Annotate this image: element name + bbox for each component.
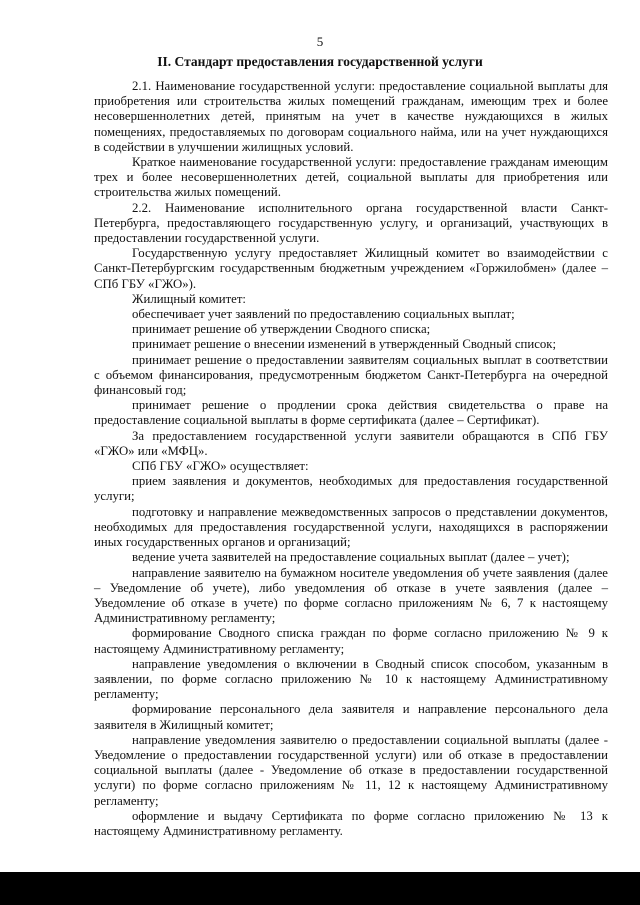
paragraph: принимает решение о продлении срока действия свидетельства о праве на предоставление социальной выплаты в форме сертификата (далее – Сертификат). <box>94 398 608 428</box>
scan-bottom-border <box>0 872 640 905</box>
paragraph: принимает решение об утверждении Сводного списка; <box>132 322 431 337</box>
document-body <box>94 79 608 839</box>
paragraph: 2.1. Наименование государственной услуги: предоставление социальной выплаты для приобретения или строительства жилых помещений гражданам, имеющим трех и более несовершеннолетних детей, принятым на учет в качестве нуждающихся в жилых помещениях, предоставляемых по договорам социального найма, или на учет нуждающихся в содействии в улучшении жилищных условий. <box>94 79 608 154</box>
paragraph: направление уведомления о включении в Сводный список способом, указанным в заявлении, по форме согласно приложению № 10 к настоящему Административному регламенту; <box>94 656 608 702</box>
section-title: II. Стандарт предоставления государственной услуги <box>157 54 483 69</box>
paragraph: Жилищный комитет: <box>132 291 246 306</box>
paragraph: формирование Сводного списка граждан по форме согласно приложению № 9 к настоящему Административному регламенту; <box>94 626 608 656</box>
paragraph: формирование персонального дела заявителя и направление персонального дела заявителя в Жилищный комитет; <box>94 702 608 732</box>
paragraph: оформление и выдачу Сертификата по форме согласно приложению № 13 к настоящему Административному регламенту. <box>94 808 608 838</box>
paragraph: СПб ГБУ «ГЖО» осуществляет: <box>132 459 309 474</box>
paragraph: Краткое наименование государственной услуги: предоставление гражданам имеющим трех и более несовершеннолетних детей, социальной выплаты для приобретения или строительства жилых помещений. <box>94 155 608 200</box>
paragraph: За предоставлением государственной услуги заявители обращаются в СПб ГБУ «ГЖО» или «МФЦ». <box>94 428 608 458</box>
paragraph: подготовку и направление межведомственных запросов о представлении документов, необходимых для предоставления государственной услуги, находящихся в распоряжении иных государственных органов и организаций; <box>94 504 608 550</box>
paragraph: прием заявления и документов, необходимых для предоставления государственной услуги; <box>94 474 608 504</box>
paragraph: принимает решение о предоставлении заявителям социальных выплат в соответствии с объемом финансирования, предусмотренным бюджетом Санкт-Петербурга на очередной финансовый год; <box>94 352 608 398</box>
paragraph: обеспечивает учет заявлений по предоставлению социальных выплат; <box>132 307 515 322</box>
paragraph: направление уведомления заявителю о предоставлении социальной выплаты (далее - Уведомление о предоставлении государственной услуги) или об отказе в предоставлении социальной выплаты (далее - Уведомление об отказе в предоставлении государственной услуги) по форме согласно приложениям № 11, 12 к настоящему Административному регламенту; <box>94 732 608 808</box>
paragraph: Государственную услугу предоставляет Жилищный комитет во взаимодействии с Санкт-Петербургским государственным бюджетным учреждением «Горжилобмен» (далее – СПб ГБУ «ГЖО»). <box>94 246 608 291</box>
page-number: 5 <box>316 34 324 49</box>
paragraph: ведение учета заявителей на предоставление социальных выплат (далее – учет); <box>132 550 570 565</box>
paragraph: направление заявителю на бумажном носителе уведомления об учете заявления (далее – Уведомление об учете), либо уведомления об отказе в учете заявления (далее – Уведомление об отказе в учете) по форме согласно приложениям № 6, 7 к настоящему Административному регламенту; <box>94 565 608 626</box>
paragraph: 2.2. Наименование исполнительного органа государственной власти Санкт-Петербурга, предоставляющего государственную услугу, и организаций, участвующих в предоставлении государственной услуги. <box>94 200 608 246</box>
paragraph: принимает решение о внесении изменений в утвержденный Сводный список; <box>132 337 557 352</box>
